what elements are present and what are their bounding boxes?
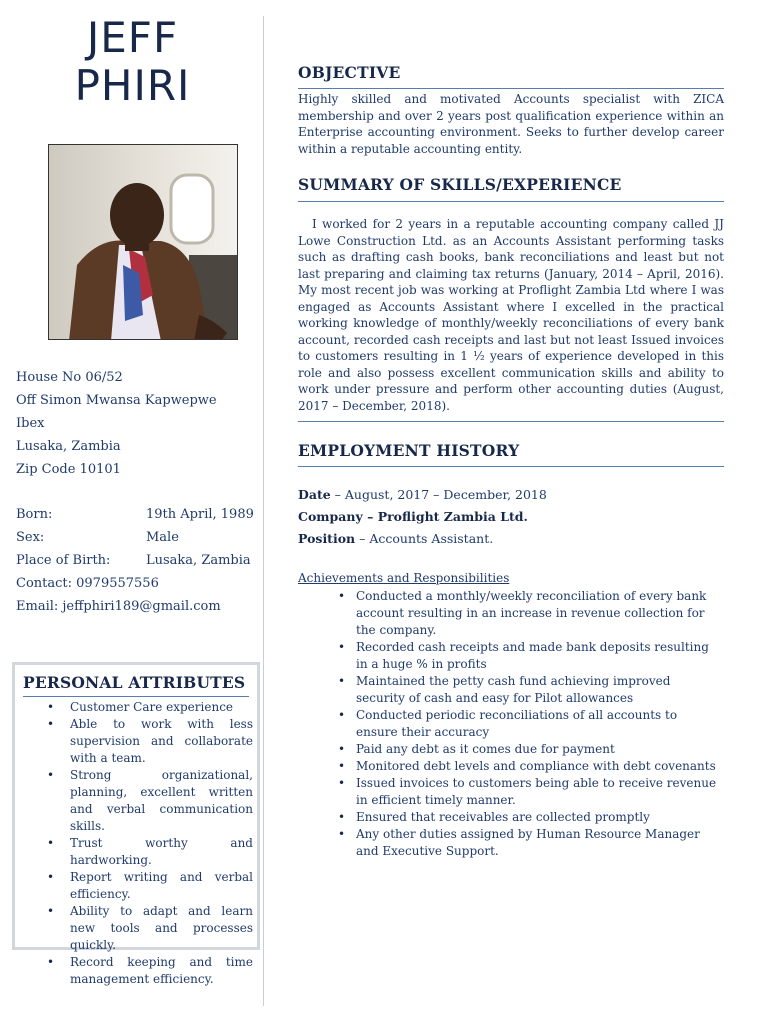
born-value: 19th April, 1989: [146, 507, 254, 522]
column-divider: [263, 16, 264, 1006]
job-position: [298, 528, 493, 550]
personal-attributes-heading: PERSONAL ATTRIBUTES: [23, 673, 246, 692]
separator: –: [362, 509, 378, 524]
summary-text: I worked for 2 years in a reputable accounting company called JJ Lowe Construction Ltd. as an Accounts Assistant performing tasks such as drafting cash books, bank reconciliations and least but not last preparing and claiming tax returns (January, 2014 – April, 2016). My most recent job was working at Proflight Zambia Ltd where I was engaged as Accounts Assistant where I excelled in the practical working knowledge of monthly/weekly reconciliations of every bank account, recorded cash receipts and last but not least Issued invoices to customers resulting in 1 ½ years of experience developed in this role and also possess excellent communication skills and ability to work under pressure and perform other accounting duties (August, 2017 – December, 2018).: [298, 217, 724, 413]
profile-photo-illustration: [49, 145, 238, 340]
heading-rule: [298, 466, 724, 467]
summary-heading: SUMMARY OF SKILLS/EXPERIENCE: [298, 175, 622, 194]
job-date: [298, 484, 547, 506]
sex-value: Male: [146, 530, 179, 545]
list-item: • Any other duties assigned by Human Resource Manager and Executive Support.: [318, 826, 722, 860]
job-position-value: Accounts Assistant.: [369, 531, 494, 546]
list-item: • Trust worthy and hardworking.: [27, 835, 253, 869]
job-date-label: Date: [298, 487, 331, 502]
contact-phone: Contact: 0979557556: [16, 576, 159, 591]
profile-photo: [48, 144, 238, 340]
list-item: • Strong organizational, planning, excellent written and verbal communication skills.: [27, 767, 253, 835]
job-company-value: Proflight Zambia Ltd.: [377, 509, 528, 524]
list-item: • Report writing and verbal efficiency.: [27, 869, 253, 903]
place-of-birth-label: Place of Birth:: [16, 553, 111, 568]
list-item: • Ability to adapt and learn new tools and processes quickly.: [27, 903, 253, 954]
heading-rule: [23, 696, 249, 697]
personal-attributes-list: [27, 699, 253, 988]
heading-rule: [298, 201, 724, 202]
separator: –: [355, 531, 370, 546]
address-line: House No 06/52: [16, 370, 123, 385]
list-item: • Conducted periodic reconciliations of all accounts to ensure their accuracy: [318, 707, 722, 741]
first-name: JEFF: [86, 13, 179, 62]
address-line: Lusaka, Zambia: [16, 439, 121, 454]
job-date-value: August, 2017 – December, 2018: [344, 487, 547, 502]
list-item: • Recorded cash receipts and made bank deposits resulting in a huge % in profits: [318, 639, 722, 673]
list-item: • Able to work with less supervision and collaborate with a team.: [27, 716, 253, 767]
section-rule: [298, 421, 724, 422]
list-item: • Paid any debt as it comes due for payment: [318, 741, 722, 758]
objective-text: Highly skilled and motivated Accounts specialist with ZICA membership and over 2 years post qualification experience within an Enterprise accounting environment. Seeks to further develop career within a reputable accounting entity.: [298, 92, 724, 156]
address-line: Off Simon Mwansa Kapwepwe: [16, 393, 217, 408]
list-item: • Issued invoices to customers being able to receive revenue in efficient timely manner.: [318, 775, 722, 809]
objective-heading: OBJECTIVE: [298, 63, 401, 82]
list-item: • Conducted a monthly/weekly reconciliation of every bank account resulting in an increase in revenue collection for the company.: [318, 588, 722, 639]
list-item: • Record keeping and time management efficiency.: [27, 954, 253, 988]
job-position-label: Position: [298, 531, 356, 546]
achievements-heading: Achievements and Responsibilities: [298, 571, 510, 585]
address-line: Zip Code 10101: [16, 462, 121, 477]
list-item: • Ensured that receivables are collected promptly: [318, 809, 722, 826]
personal-attributes-box: [12, 662, 260, 986]
last-name: PHIRI: [74, 61, 191, 110]
born-label: Born:: [16, 507, 53, 522]
job-company-label: Company: [298, 509, 363, 524]
separator: –: [330, 487, 345, 502]
place-of-birth-value: Lusaka, Zambia: [146, 553, 251, 568]
job-company: [298, 506, 528, 528]
address-line: Ibex: [16, 416, 45, 431]
list-item: • Monitored debt levels and compliance with debt covenants: [318, 758, 722, 775]
employment-heading: EMPLOYMENT HISTORY: [298, 441, 520, 460]
achievements-list: [318, 588, 722, 860]
heading-rule: [298, 88, 724, 89]
list-item: • Maintained the petty cash fund achieving improved security of cash and easy for Pilot allowances: [318, 673, 722, 707]
contact-email: Email: jeffphiri189@gmail.com: [16, 599, 221, 614]
list-item: • Customer Care experience: [27, 699, 253, 716]
sex-label: Sex:: [16, 530, 45, 545]
